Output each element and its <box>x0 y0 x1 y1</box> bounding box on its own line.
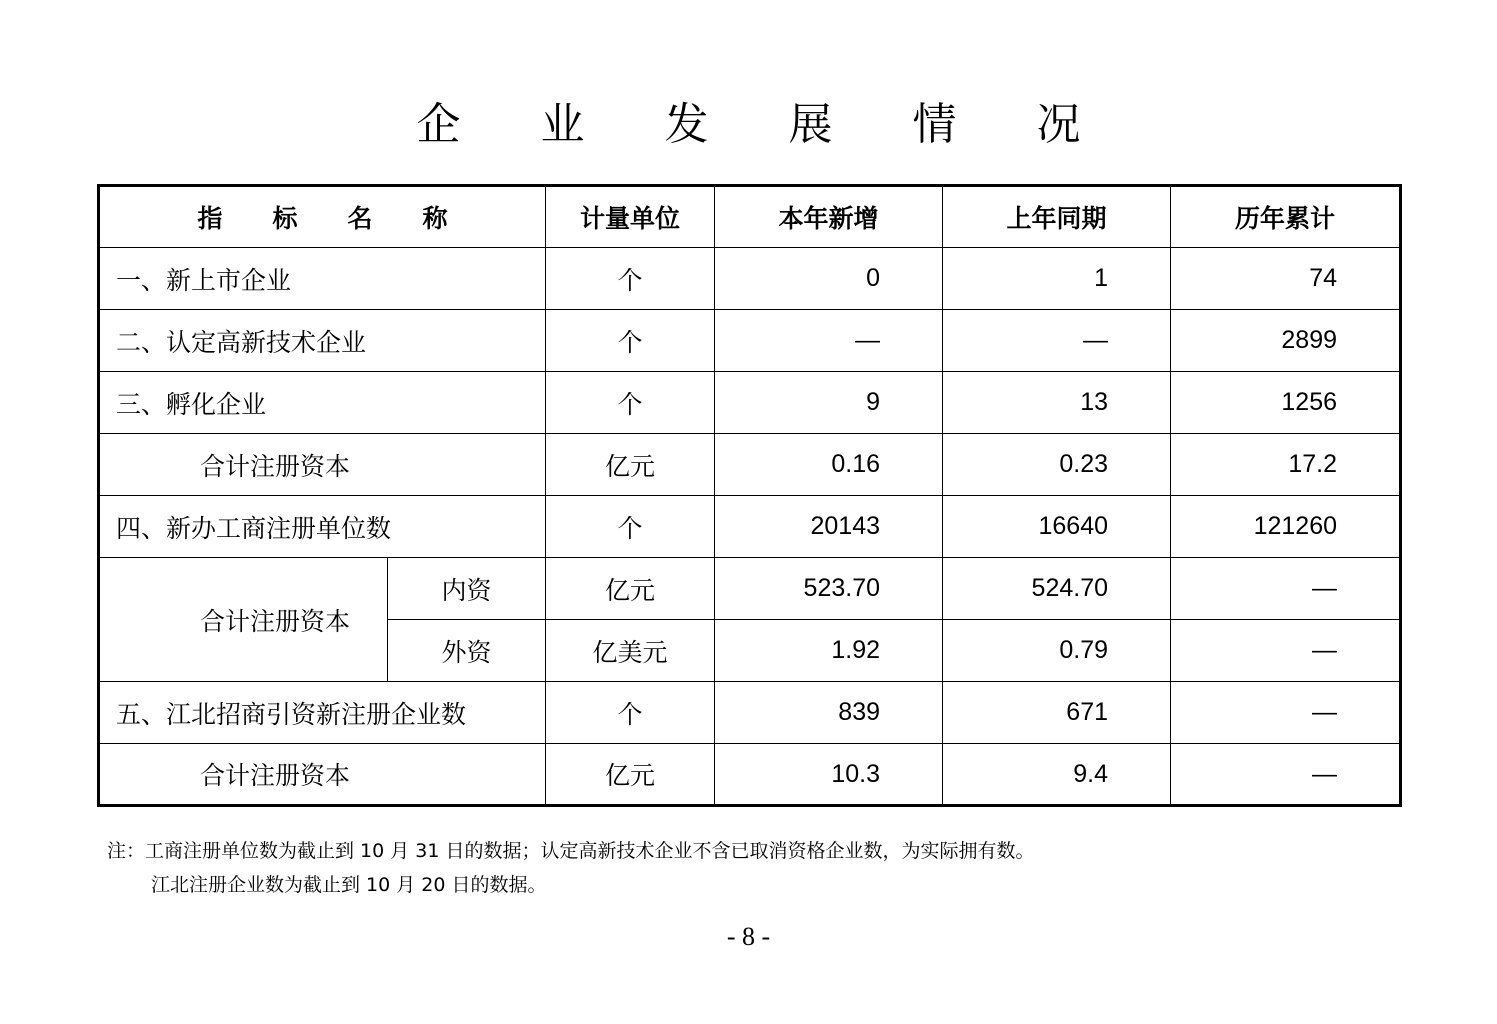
row-this-year: 0 <box>715 248 943 310</box>
table-row <box>99 434 1401 496</box>
row-this-year: 523.70 <box>715 558 943 620</box>
footnote-line-1: 注：工商注册单位数为截止到 10 月 31 日的数据；认定高新技术企业不含已取消资格企业数，为实际拥有数。 <box>107 840 1035 862</box>
page-title: 企 业 发 展 情 况 <box>416 99 1114 150</box>
row-unit: 个 <box>546 496 715 558</box>
row-unit: 个 <box>546 372 715 434</box>
row-last-year: 671 <box>943 682 1171 744</box>
row-name: 合计注册资本 <box>99 434 546 496</box>
header-unit: 计量单位 <box>546 186 715 248</box>
header-last-year: 上年同期 <box>943 186 1171 248</box>
row-unit: 亿元 <box>546 434 715 496</box>
row-cumulative: 17.2 <box>1171 434 1401 496</box>
table-row <box>99 310 1401 372</box>
row-this-year: 839 <box>715 682 943 744</box>
row-name: 合计注册资本 <box>99 744 546 806</box>
table-row <box>99 682 1401 744</box>
row-cumulative: 121260 <box>1171 496 1401 558</box>
footnotes <box>107 834 1035 902</box>
row-cumulative: 2899 <box>1171 310 1401 372</box>
row-last-year: 0.79 <box>943 620 1171 682</box>
header-this-year: 本年新增 <box>715 186 943 248</box>
row-cumulative: — <box>1171 558 1401 620</box>
header-name: 指 标 名 称 <box>99 186 546 248</box>
row-this-year: 0.16 <box>715 434 943 496</box>
row-unit: 个 <box>546 248 715 310</box>
row-this-year: — <box>715 310 943 372</box>
row-cumulative: 74 <box>1171 248 1401 310</box>
row-name: 三、孵化企业 <box>99 372 546 434</box>
row-name: 四、新办工商注册单位数 <box>99 496 546 558</box>
row-last-year: — <box>943 310 1171 372</box>
table-row <box>99 558 1401 620</box>
row-this-year: 20143 <box>715 496 943 558</box>
row-this-year: 10.3 <box>715 744 943 806</box>
row-last-year: 1 <box>943 248 1171 310</box>
row-unit: 亿元 <box>546 744 715 806</box>
row-last-year: 524.70 <box>943 558 1171 620</box>
table-header-row <box>99 186 1401 248</box>
row-cumulative: — <box>1171 744 1401 806</box>
row-unit: 亿元 <box>546 558 715 620</box>
row-last-year: 9.4 <box>943 744 1171 806</box>
row-subcategory: 内资 <box>388 558 546 620</box>
table-row <box>99 372 1401 434</box>
row-unit: 亿美元 <box>546 620 715 682</box>
row-subcategory: 外资 <box>388 620 546 682</box>
row-cumulative: — <box>1171 620 1401 682</box>
row-this-year: 9 <box>715 372 943 434</box>
row-last-year: 16640 <box>943 496 1171 558</box>
row-name: 合计注册资本 <box>99 558 388 682</box>
row-last-year: 13 <box>943 372 1171 434</box>
row-cumulative: — <box>1171 682 1401 744</box>
page-number: - 8 - <box>726 922 771 951</box>
row-name: 一、新上市企业 <box>99 248 546 310</box>
row-last-year: 0.23 <box>943 434 1171 496</box>
row-unit: 个 <box>546 310 715 372</box>
row-name: 二、认定高新技术企业 <box>99 310 546 372</box>
header-cumulative: 历年累计 <box>1171 186 1401 248</box>
row-unit: 个 <box>546 682 715 744</box>
table-row <box>99 496 1401 558</box>
row-this-year: 1.92 <box>715 620 943 682</box>
row-cumulative: 1256 <box>1171 372 1401 434</box>
footnote-line-2: 江北注册企业数为截止到 10 月 20 日的数据。 <box>151 874 547 896</box>
enterprise-stats-table <box>97 184 1402 807</box>
table-row <box>99 744 1401 806</box>
table-row <box>99 248 1401 310</box>
row-name: 五、江北招商引资新注册企业数 <box>99 682 546 744</box>
